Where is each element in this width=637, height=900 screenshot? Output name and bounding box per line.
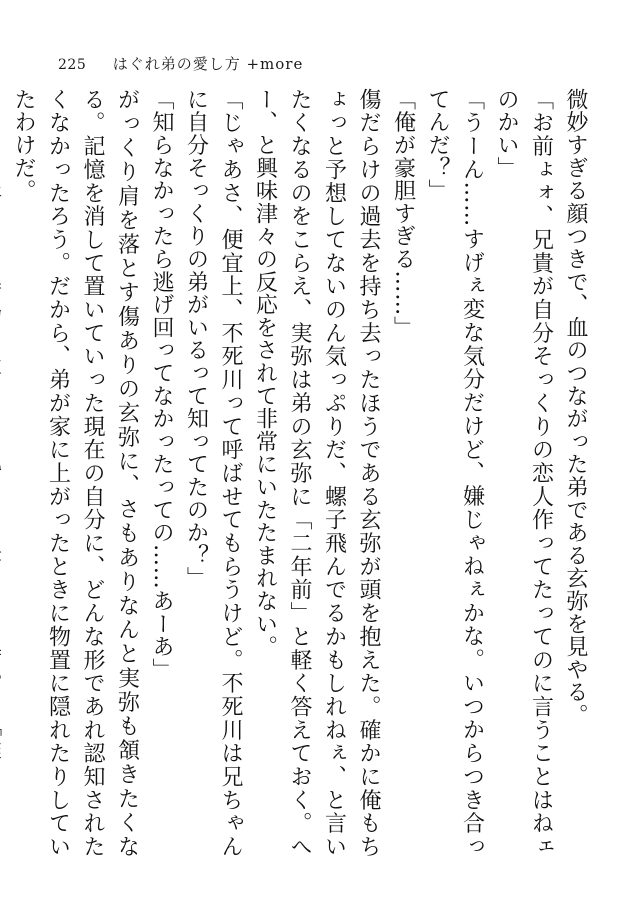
paragraph: がっくり肩を落とす傷ありの玄弥に、さもありなんと実弥も頷きたくなる。記憶を消して置いていった現在の自分に、どんな形であれ認知されたくなかったろう。だから、弟が家に上がったときに物置に隠れたりしていたわけだ。 (11, 88, 140, 858)
paragraph (0, 88, 6, 858)
page-number: 225 (58, 57, 87, 73)
paragraph: 傷だらけの過去を持ち去ったほうである玄弥が頭を抱えた。確かに俺もちょっと予想してないのん気っぷりだ、螺子飛んでるかもしれねぇ、と言いたくなるのをこらえ、実弥は弟の玄弥に「二年前」と軽く答えておく。へー、と興味津々の反応をされて非常にいたたまれない。 (252, 88, 381, 858)
paragraph: 「じゃあさ、便宜上、不死川って呼ばせてもらうけど。不死川は兄ちゃんに自分そっくりの弟がいるって知ってたのか？」 (183, 88, 243, 858)
paragraph: 「俺が豪胆すぎる……」 (390, 88, 416, 339)
vertical-body-text (11, 88, 592, 858)
paragraph: 微妙すぎる顔つきで、血のつながった弟である玄弥を見やる。 (563, 88, 588, 727)
paragraph: 「うーん……すげぇ変な気分だけど、嫌じゃねぇかな。いつからつき合ってんだ？」 (425, 88, 485, 858)
book-title: はぐれ弟の愛し方 +more (112, 55, 304, 73)
paragraph: 「お前ょォ、兄貴が自分そっくりの恋人作ってたってのに言うことはねェのかい」 (494, 88, 554, 858)
paragraph: 「知らなかったら逃げ回ってなかったっての……あーあ」 (149, 88, 174, 681)
running-header (58, 52, 303, 76)
